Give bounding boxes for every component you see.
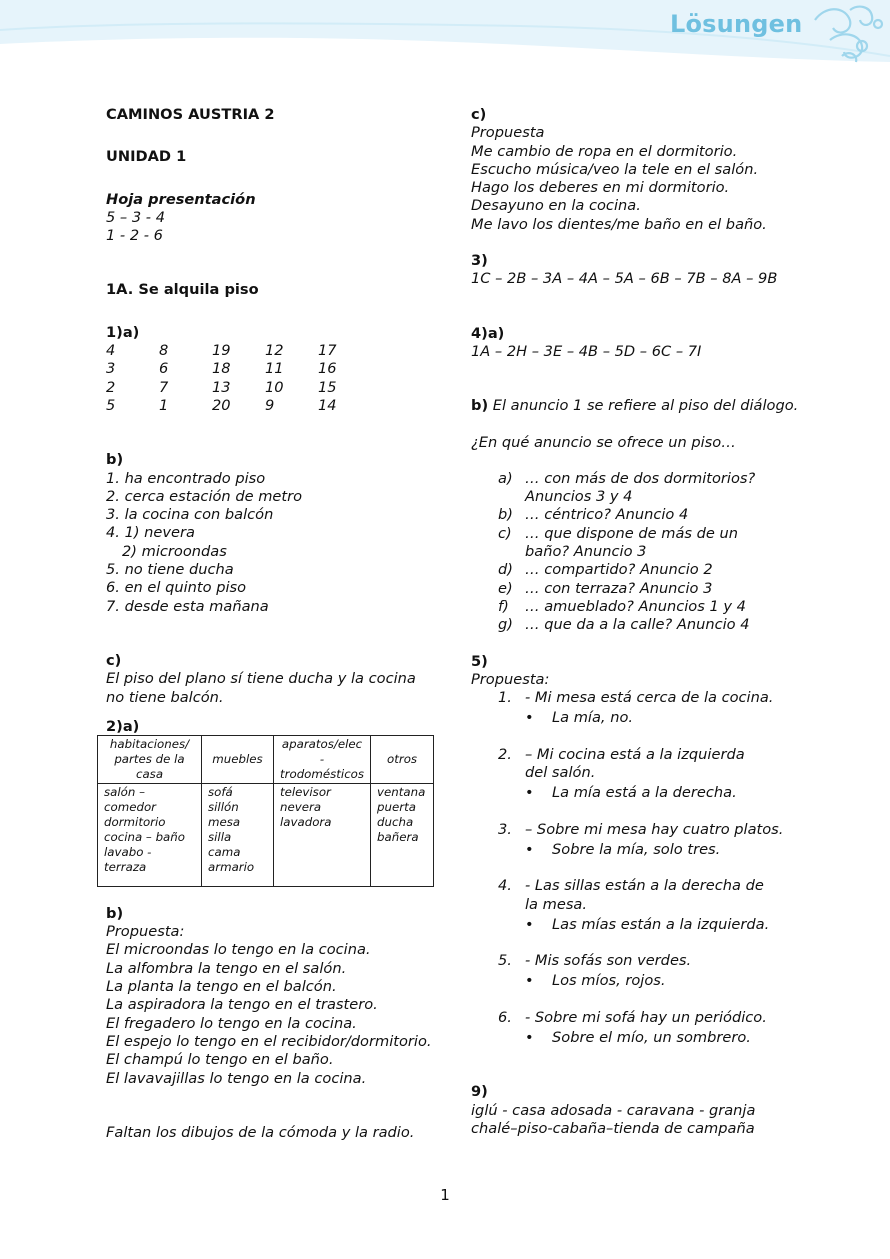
grid-cell: 18 bbox=[212, 360, 231, 378]
table-header-cell: muebles bbox=[202, 735, 274, 783]
list-item bbox=[498, 952, 801, 991]
section-heading: 1A. Se alquila piso bbox=[106, 281, 259, 299]
table-header-row bbox=[98, 735, 434, 783]
bullet-icon: • bbox=[525, 784, 534, 802]
page-number: 1 bbox=[440, 1186, 450, 1204]
cell-line: nevera bbox=[280, 799, 322, 814]
item-letter: b) bbox=[498, 506, 513, 524]
answer-line: Escucho música/veo la tele en el salón. bbox=[471, 160, 759, 178]
item-text: - Las sillas están a la derecha de la mesa. bbox=[525, 877, 764, 913]
answer-line: 4. 1) nevera bbox=[106, 524, 195, 542]
grid-cell: 12 bbox=[265, 342, 284, 360]
exercise-label: 3) bbox=[471, 252, 488, 270]
grid-cell: 4 bbox=[106, 342, 116, 360]
answer-line: Hago los deberes en mi dormitorio. bbox=[471, 179, 730, 197]
answer-line: 5. no tiene ducha bbox=[106, 561, 234, 579]
grid-cell: 9 bbox=[265, 396, 275, 414]
item-text: … con terraza? Anuncio 3 bbox=[525, 579, 713, 597]
answer-text: El anuncio 1 se refiere al piso del diálogo. bbox=[492, 397, 799, 415]
item-number: 6. bbox=[498, 1008, 512, 1026]
grid-cell: 20 bbox=[212, 396, 231, 414]
grid-cell: 2 bbox=[106, 378, 116, 396]
cell-line: televisor bbox=[280, 784, 331, 799]
exercise-label: c) bbox=[106, 651, 122, 669]
list-item bbox=[498, 470, 801, 507]
list-item bbox=[498, 616, 801, 634]
list-item bbox=[498, 561, 801, 579]
grid-cell: 13 bbox=[212, 378, 231, 396]
list-item bbox=[498, 580, 801, 598]
grid-cell: 15 bbox=[318, 378, 337, 396]
right-column bbox=[471, 106, 801, 1138]
cell-line: lavadora bbox=[280, 814, 332, 829]
exercise-label: 9) bbox=[471, 1083, 488, 1101]
answer-line: 3. la cocina con balcón bbox=[106, 506, 274, 524]
grid-cell: 19 bbox=[212, 342, 231, 360]
item-letter: g) bbox=[498, 616, 513, 634]
grid-cell: 7 bbox=[159, 378, 169, 396]
grid-cell: 10 bbox=[265, 378, 284, 396]
item-letter: a) bbox=[498, 469, 513, 487]
exercise-label: 4)a) bbox=[471, 324, 505, 342]
answer-intro: Propuesta: bbox=[106, 923, 185, 941]
bullet-icon: • bbox=[525, 915, 534, 933]
grid-cell: 3 bbox=[106, 360, 116, 378]
bullet-icon: • bbox=[525, 840, 534, 858]
answer-line: La planta la tengo en el balcón. bbox=[106, 978, 337, 996]
list-item bbox=[498, 525, 801, 562]
answer-line: 2) microondas bbox=[122, 542, 227, 560]
cell-line: ventana bbox=[377, 784, 426, 799]
item-text: … que dispone de más de un baño? Anuncio 3 bbox=[525, 524, 739, 561]
answer-line: El fregadero lo tengo en la cocina. bbox=[106, 1014, 357, 1032]
table-cell bbox=[371, 783, 434, 886]
section-title: Lösungen bbox=[670, 10, 803, 38]
exercise-label: b) bbox=[106, 904, 124, 922]
item-text: … céntrico? Anuncio 4 bbox=[525, 506, 689, 524]
unit-title: UNIDAD 1 bbox=[106, 148, 187, 166]
cell-line: puerta bbox=[377, 799, 416, 814]
item-text: – Sobre mi mesa hay cuatro platos. bbox=[525, 820, 784, 838]
table-cell bbox=[274, 783, 371, 886]
bullet-icon: • bbox=[525, 972, 534, 990]
item-number: 2. bbox=[498, 745, 512, 763]
exercise-label: b) bbox=[106, 451, 124, 469]
exercise-label: 5) bbox=[471, 652, 488, 670]
table-header-cell: aparatos/elec - trodomésticos bbox=[274, 735, 371, 783]
hoja-line: 5 – 3 - 4 bbox=[106, 208, 165, 226]
number-grid bbox=[106, 342, 436, 415]
cell-line: sofá bbox=[208, 784, 233, 799]
cell-line: silla bbox=[208, 829, 232, 844]
cell-line: dormitorio bbox=[104, 814, 166, 829]
answer-intro: Propuesta: bbox=[471, 670, 550, 688]
answer-line: Desayuno en la cocina. bbox=[471, 197, 641, 215]
item-number: 4. bbox=[498, 877, 512, 895]
exercise-label: 1)a) bbox=[106, 323, 140, 341]
cell-line: bañera bbox=[377, 829, 419, 844]
item-letter: f) bbox=[498, 597, 509, 615]
cell-line: sillón bbox=[208, 799, 239, 814]
grid-cell: 5 bbox=[106, 396, 116, 414]
item-text: - Mi mesa está cerca de la cocina. bbox=[525, 689, 774, 707]
cell-line: armario bbox=[208, 859, 255, 874]
bullet-icon: • bbox=[525, 1028, 534, 1046]
answer-note: Faltan los dibujos de la cómoda y la radio. bbox=[106, 1123, 415, 1141]
table-header-cell: habitaciones/ partes de la casa bbox=[98, 735, 202, 783]
grid-cell: 17 bbox=[318, 342, 337, 360]
grid-cell: 11 bbox=[265, 360, 284, 378]
grid-cell: 6 bbox=[159, 360, 169, 378]
list-item bbox=[498, 877, 801, 934]
cell-line: salón – bbox=[104, 784, 145, 799]
table-header-cell: otros bbox=[371, 735, 434, 783]
grid-cell: 1 bbox=[159, 396, 169, 414]
answer-line: La alfombra la tengo en el salón. bbox=[106, 959, 347, 977]
hoja-title: Hoja presentación bbox=[106, 190, 256, 208]
answer-line: 2. cerca estación de metro bbox=[106, 487, 303, 505]
answer-line bbox=[471, 397, 801, 415]
list-item bbox=[498, 1009, 801, 1048]
item-text: … compartido? Anuncio 2 bbox=[525, 561, 713, 579]
answer-intro: Propuesta bbox=[471, 124, 545, 142]
answer-line: El microondas lo tengo en la cocina. bbox=[106, 941, 371, 959]
item-reply: La mía, no. bbox=[552, 709, 634, 727]
item-letter: c) bbox=[498, 524, 512, 542]
cell-line: cama bbox=[208, 844, 241, 859]
book-title: CAMINOS AUSTRIA 2 bbox=[106, 106, 275, 123]
answer-line: La aspiradora la tengo en el trastero. bbox=[106, 996, 378, 1014]
cell-line: mesa bbox=[208, 814, 241, 829]
lettered-list bbox=[498, 470, 801, 635]
cell-line: comedor bbox=[104, 799, 157, 814]
exercise-label: 2)a) bbox=[106, 717, 140, 735]
item-number: 3. bbox=[498, 820, 512, 838]
answer-line: Me lavo los dientes/me baño en el baño. bbox=[471, 215, 767, 233]
cell-line: cocina – baño bbox=[104, 829, 185, 844]
item-number: 1. bbox=[498, 689, 512, 707]
numbered-list bbox=[498, 689, 801, 1047]
item-reply: Sobre el mío, un sombrero. bbox=[552, 1028, 751, 1046]
list-item bbox=[498, 746, 801, 803]
answer-line: Me cambio de ropa en el dormitorio. bbox=[471, 142, 738, 160]
grid-cell: 14 bbox=[318, 396, 337, 414]
table-cell bbox=[202, 783, 274, 886]
grid-cell: 8 bbox=[159, 342, 169, 360]
vocabulary-table bbox=[97, 735, 434, 887]
item-number: 5. bbox=[498, 952, 512, 970]
exercise-label: b) bbox=[471, 397, 489, 415]
item-text: … amueblado? Anuncios 1 y 4 bbox=[525, 597, 746, 615]
answer-line: El lavavajillas lo tengo en la cocina. bbox=[106, 1069, 367, 1087]
table-cell bbox=[98, 783, 202, 886]
question-line: ¿En qué anuncio se ofrece un piso… bbox=[471, 433, 736, 451]
answer-line: chalé–piso-cabaña–tienda de campaña bbox=[471, 1119, 755, 1137]
cell-line: lavabo - terraza bbox=[104, 844, 152, 874]
answer-line: iglú - casa adosada - caravana - granja bbox=[471, 1101, 756, 1119]
item-reply: La mía está a la derecha. bbox=[552, 784, 737, 802]
grid-cell: 16 bbox=[318, 360, 337, 378]
list-item bbox=[498, 598, 801, 616]
exercise-label: c) bbox=[471, 106, 487, 123]
item-text: … que da a la calle? Anuncio 4 bbox=[525, 616, 750, 634]
item-reply: Las mías están a la izquierda. bbox=[552, 915, 770, 933]
item-letter: e) bbox=[498, 579, 513, 597]
item-text: - Mis sofás son verdes. bbox=[525, 952, 692, 970]
item-letter: d) bbox=[498, 561, 513, 579]
item-reply: Sobre la mía, solo tres. bbox=[552, 840, 721, 858]
answer-line: 7. desde esta mañana bbox=[106, 597, 269, 615]
hoja-line: 1 - 2 - 6 bbox=[106, 227, 163, 245]
table-row bbox=[98, 783, 434, 886]
bullet-icon: • bbox=[525, 709, 534, 727]
item-text: … con más de dos dormitorios? Anuncios 3 y 4 bbox=[525, 469, 756, 506]
left-column bbox=[106, 106, 436, 1142]
answer-line: 1C – 2B – 3A – 4A – 5A – 6B – 7B – 8A – 9B bbox=[471, 270, 778, 288]
answer-line: 1. ha encontrado piso bbox=[106, 469, 266, 487]
list-item bbox=[498, 506, 801, 524]
answer-line: 1A – 2H – 3E – 4B – 5D – 6C – 7I bbox=[471, 342, 702, 360]
item-text: - Sobre mi sofá hay un periódico. bbox=[525, 1008, 767, 1026]
answer-line: El champú lo tengo en el baño. bbox=[106, 1051, 334, 1069]
item-reply: Los míos, rojos. bbox=[552, 972, 666, 990]
cell-line: ducha bbox=[377, 814, 414, 829]
list-item bbox=[498, 821, 801, 860]
answer-line: El espejo lo tengo en el recibidor/dormitorio. bbox=[106, 1032, 432, 1050]
answer-line: 6. en el quinto piso bbox=[106, 579, 247, 597]
answer-text: El piso del plano sí tiene ducha y la cocina no tiene balcón. bbox=[106, 670, 416, 706]
list-item bbox=[498, 689, 801, 728]
item-text: – Mi cocina está a la izquierda del salón. bbox=[525, 745, 745, 782]
